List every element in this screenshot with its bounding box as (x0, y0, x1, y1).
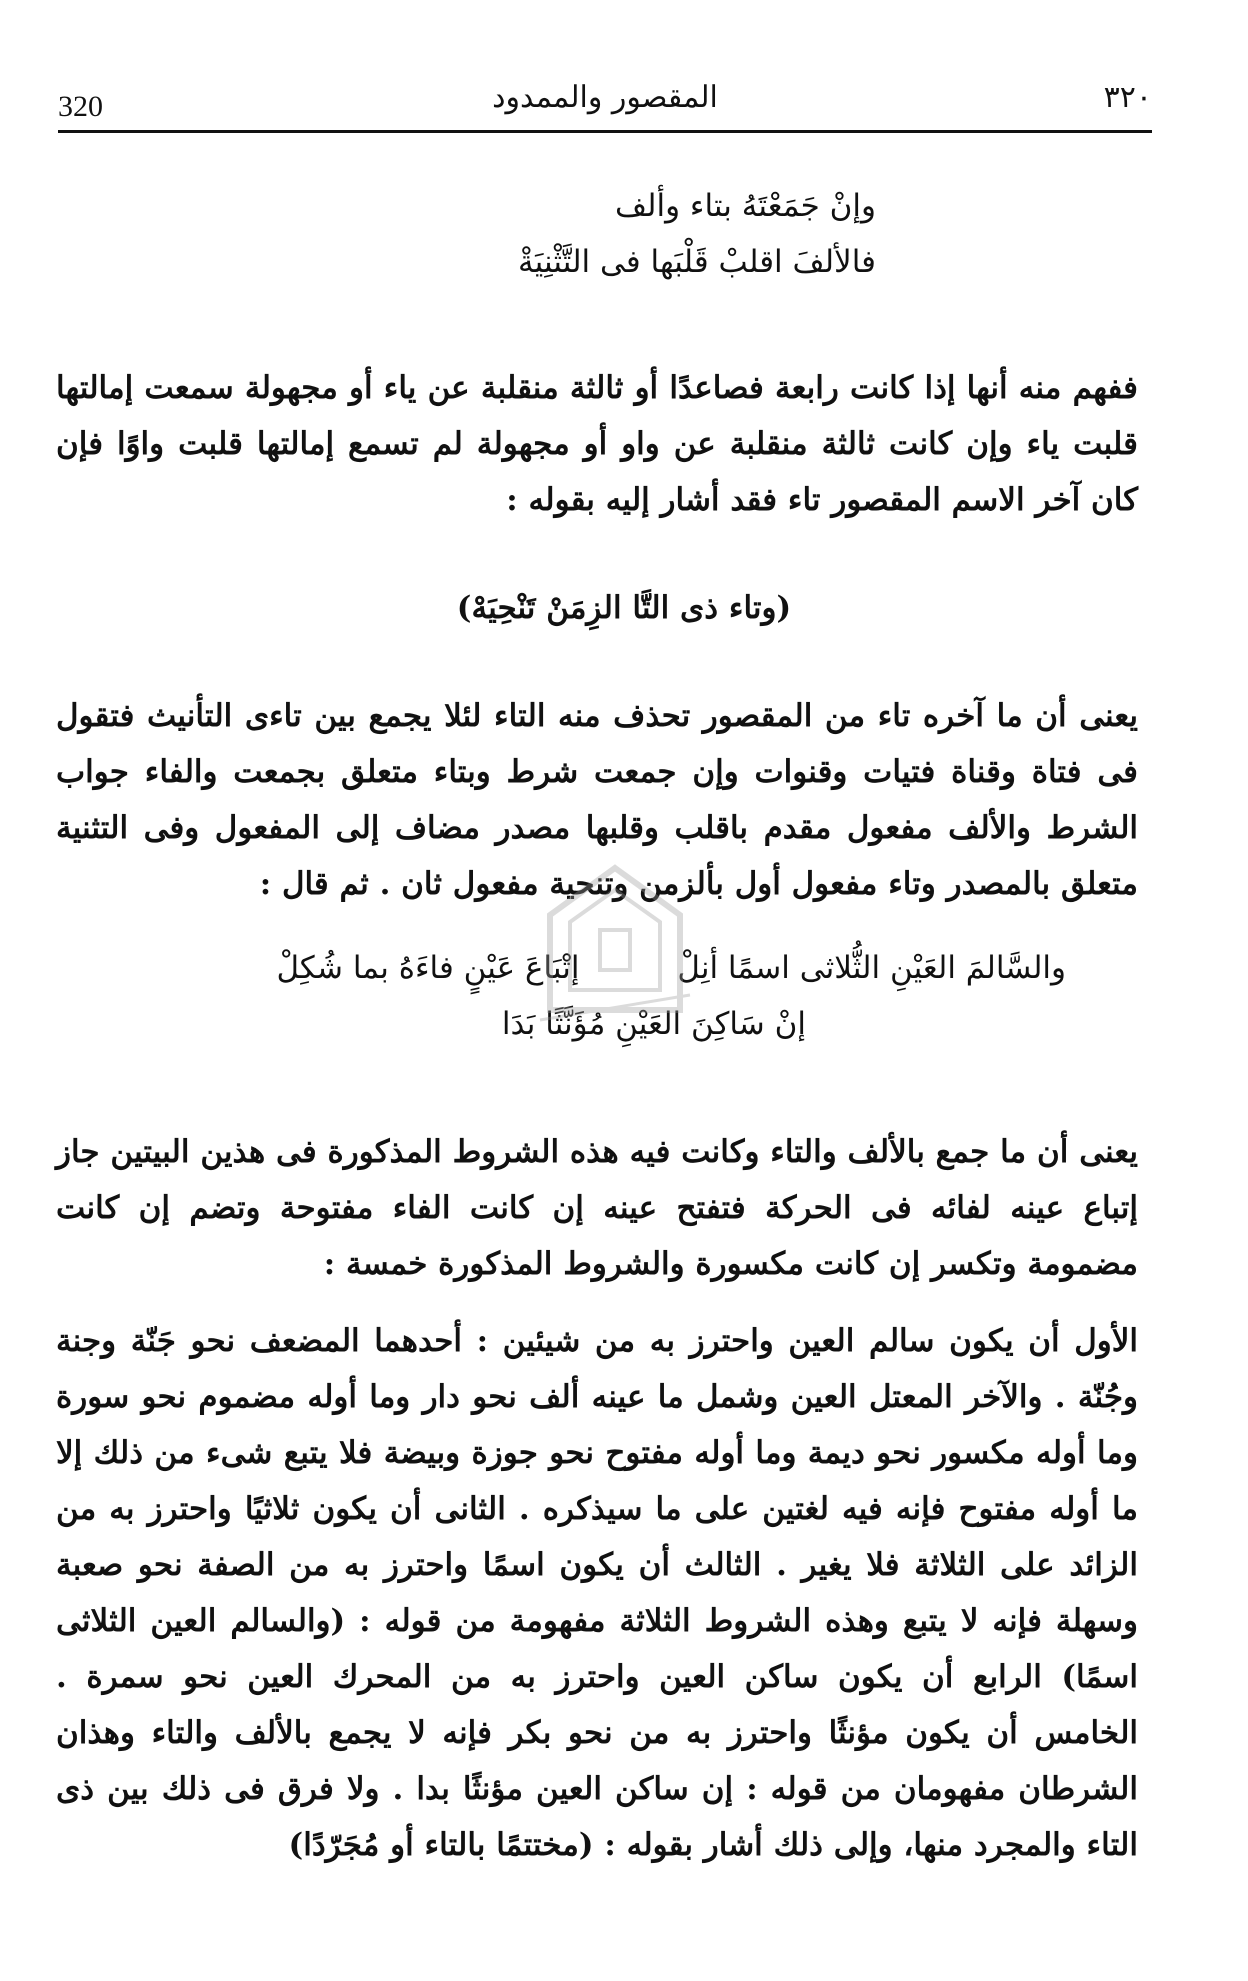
seal-emblem-icon (530, 860, 700, 1030)
header-divider (58, 130, 1152, 133)
verse-hemistich-first: والسَّالمَ العَيْنِ الثُّلاثى اسمًا أنِلْ (677, 950, 1066, 986)
verse-quote-center: (وتاء ذى التَّا الزِمَنْ تَنْحِيَهْ) (456, 590, 792, 626)
page-number-latin: 320 (58, 90, 103, 123)
verse-line: إنْ سَاكِنَ العَيْنِ مُؤَنَّثًا بَدَا (501, 1006, 806, 1042)
paragraph: يعنى أن ما جمع بالألف والتاء وكانت فيه هذه الشروط المذكورة فى هذين البيتين جاز إتباع عينه لفائه فى الحركة فتفتح عينه إن كانت الفاء مفتوحة وتضم إن كانت مضمومة وتكسر إن كانت مكسورة والشروط المذكورة خمسة : (56, 1134, 1138, 1282)
page-header (58, 72, 1152, 132)
verse-hemistich-second: إتْبَاعَ عَيْنٍ فاءَهُ بما شُكِلْ (276, 950, 580, 986)
verse-line: فالألفَ اقلبْ قَلْبَها فى التَّثْنِيَةْ (518, 244, 876, 280)
verse-block-1 (0, 178, 1248, 290)
paragraph: ففهم منه أنها إذا كانت رابعة فصاعدًا أو ثالثة منقلبة عن ياء أو مجهولة سمعت إمالتها قلبت ياء وإن كانت ثالثة منقلبة عن واو أو مجهولة لم تسمع إمالتها قلبت واوًا فإن كان آخر الاسم المقصور تاء فقد أشار إليه بقوله : (56, 370, 1138, 518)
running-title: المقصور والممدود (492, 80, 718, 115)
page-number-arabic: ٣٢٠ (1103, 80, 1152, 115)
paragraph: الأول أن يكون سالم العين واحترز به من شيئين : أحدهما المضعف نحو جَنّة وجنة وجُنّة . والآخر المعتل العين وشمل ما عينه ألف نحو دار وما أوله مضموم نحو سورة وما أوله مكسور نحو ديمة وما أوله مفتوح نحو جوزة وبيضة فلا يتبع شىء من ذلك إلا ما أوله مفتوح فإنه فيه لغتين على ما سيذكره . الثانى أن يكون ثلاثيًا واحترز به من الزائد على الثلاثة فلا يغير . الثالث أن يكون اسمًا واحترز به من الصفة نحو صعبة وسهلة فإنه لا يتبع وهذه الشروط الثلاثة مفهومة من قوله : (والسالم العين الثلاثى اسمًا) الرابع أن يكون ساكن العين واحترز به من المحرك العين نحو سمرة . الخامس أن يكون مؤنثًا واحترز به من نحو بكر فإنه لا يجمع بالألف والتاء وهذان الشرطان مفهومان من قوله : إن ساكن العين مؤنثًا بدا . ولا فرق فى ذلك بين ذى التاء والمجرد منها، وإلى ذلك أشار بقوله : (مختتمًا بالتاء أو مُجَرّدًا) (56, 1323, 1138, 1863)
paragraph: يعنى أن ما آخره تاء من المقصور تحذف منه التاء لئلا يجمع بين تاءى التأنيث فتقول فى فتاة وقناة فتيات وقنوات وإن جمعت شرط وبتاء متعلق بجمعت والفاء جواب الشرط والألف مفعول مقدم باقلب وقلبها مصدر مضاف إلى المفعول وفى التثنية متعلق بالمصدر وتاء مفعول أول بألزمن وتنحية مفعول ثان . ثم قال : (56, 698, 1138, 902)
verse-line: وإنْ جَمَعْتَهُ بتاء وألف (614, 188, 876, 224)
